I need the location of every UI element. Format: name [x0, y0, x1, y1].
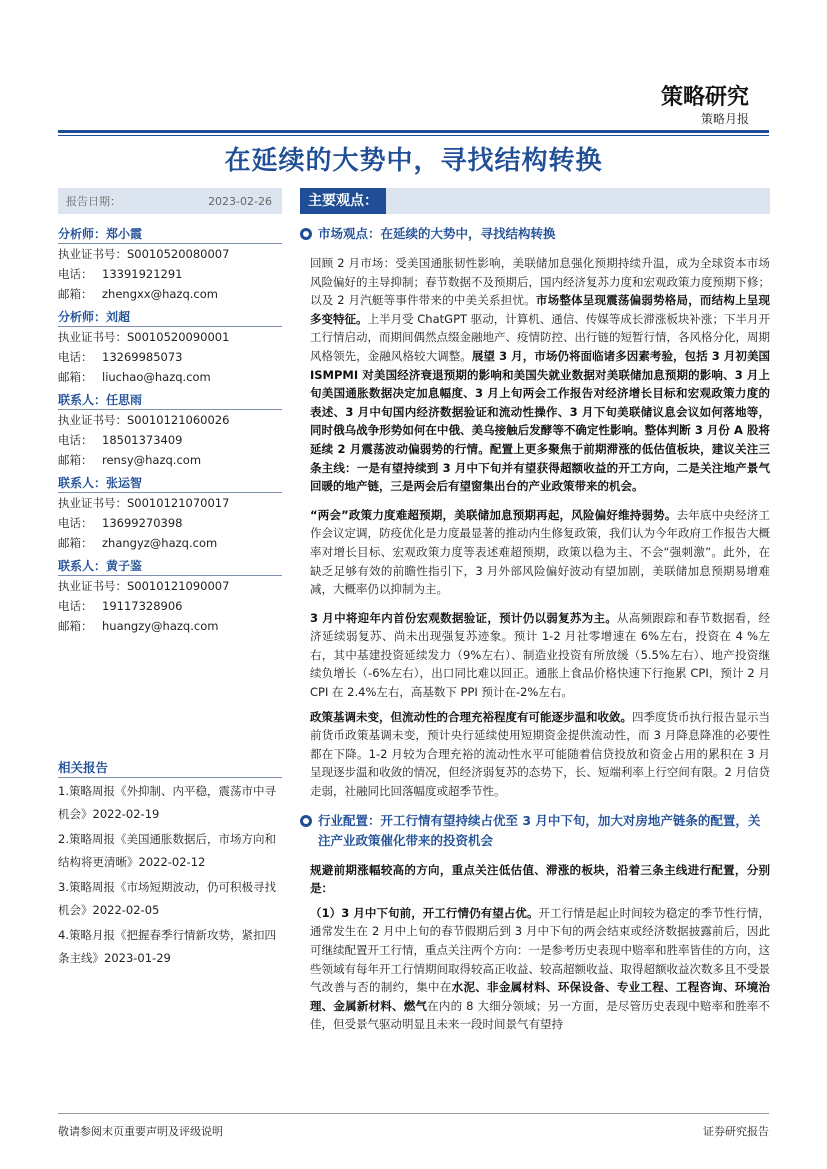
contact-phone-value: 13699270398	[102, 516, 183, 530]
contact-heading	[58, 224, 282, 244]
key-points-label: 主要观点：	[300, 188, 386, 214]
bullet-icon	[300, 228, 312, 240]
related-report-item[interactable]: 4.策略月报《把握春季行情新攻势，紧扣四条主线》2023-01-29	[58, 928, 276, 965]
page-title: 在延续的大势中，寻找结构转换	[224, 146, 603, 176]
contact-name: 郑小霞	[106, 227, 143, 241]
contact-email	[58, 284, 282, 304]
footer-disclaimer: 敬请参阅末页重要声明及评级说明	[58, 1125, 223, 1138]
section-heading-market: 市场观点：在延续的大势中，寻找结构转换	[300, 224, 770, 244]
contact-cert-label: 执业证书号：	[58, 579, 127, 593]
report-date-label: 报告日期：	[66, 195, 121, 208]
footer-rule	[58, 1113, 769, 1114]
contact-email-value[interactable]: rensy@hazq.com	[102, 453, 202, 467]
contact-cert-value: S0010121090007	[127, 579, 230, 593]
contact-email-value[interactable]: huangzy@hazq.com	[102, 619, 219, 633]
related-report-item[interactable]: 3.策略周报《市场短期波动，仍可积极寻找机会》2022-02-05	[58, 880, 276, 917]
header-rule-thin	[58, 135, 769, 136]
contact-cert	[58, 410, 282, 430]
contact-phone-label: 电话：	[58, 433, 93, 447]
contact-phone	[58, 596, 282, 616]
report-date-bar	[58, 188, 282, 214]
contact-cert	[58, 576, 282, 596]
contact-heading	[58, 473, 282, 493]
contact-role: 分析师：	[58, 310, 107, 324]
contact-email	[58, 367, 282, 387]
contact-cert	[58, 327, 282, 347]
contact-email-value[interactable]: zhangyz@hazq.com	[102, 536, 218, 550]
contact-cert-value: S0010520080007	[127, 247, 230, 261]
related-report-item[interactable]: 1.策略周报《外抑制、内平稳，震荡市中寻机会》2022-02-19	[58, 784, 276, 821]
paragraph-liquidity: 政策基调未变，但流动性的合理充裕程度有可能逐步温和收敛。四季度货币执行报告显示当前货币政策基调未变，预计央行延续使用短期资金提供流动性，而 3 月降息降准的必要性都在下降。1-2 月较为合理充裕的流动性水平可能随着信贷投放和资金占用的累积在 3 月呈现逐步温和收敛的情况，但经济弱复苏的态势下，长、短端利率上行空间有限。2 月信贷走弱，社融同比回落幅度或超季节性。	[310, 709, 770, 799]
contact-email-label: 邮箱：	[58, 536, 93, 550]
contact-email-value[interactable]: liuchao@hazq.com	[102, 370, 211, 384]
contact-heading	[58, 390, 282, 410]
contact-role: 分析师：	[58, 227, 107, 241]
paragraph-allocation: 规避前期涨幅较高的方向，重点关注低估值、滞涨的板块，沿着三条主线进行配置，分别是：	[310, 862, 770, 896]
contact-phone-value: 13391921291	[102, 267, 183, 281]
header-rule	[58, 130, 769, 133]
contact-role: 联系人：	[58, 476, 107, 490]
contact-phone	[58, 513, 282, 533]
contact-heading	[58, 556, 282, 576]
contact-cert-label: 执业证书号：	[58, 496, 127, 510]
report-type: 策略月报	[700, 112, 749, 126]
contact-cert-label: 执业证书号：	[58, 413, 127, 427]
sidebar	[58, 188, 282, 636]
report-date-value: 2023-02-26	[208, 194, 272, 208]
contact-email-label: 邮箱：	[58, 619, 93, 633]
contact-phone	[58, 347, 282, 367]
contact-cert-label: 执业证书号：	[58, 247, 127, 261]
contact-email-value[interactable]: zhengxx@hazq.com	[102, 287, 218, 301]
contact-cert-value: S0010121070017	[127, 496, 230, 510]
contact-email-label: 邮箱：	[58, 287, 93, 301]
contact-cert-label: 执业证书号：	[58, 330, 127, 344]
contact-role: 联系人：	[58, 393, 107, 407]
contact-name: 黄子鉴	[106, 559, 143, 573]
contact-phone-value: 18501373409	[102, 433, 183, 447]
contact-phone-value: 13269985073	[102, 350, 183, 364]
contact-email	[58, 450, 282, 470]
paragraph-macro-data: 3 月中将迎年内首份宏观数据验证，预计仍以弱复苏为主。从高频跟踪和春节数据看，经济延续弱复苏、尚未出现强复苏迹象。预计 1-2 月社零增速在 6%左右，投资在 4 %左右，其中基建投资延续发力（9%左右）、制造业投资有所放缓（5.5%左右）、地产投资继续负增长（-6%左右），出口同比难以回正。通胀上食品价格快速下行拖累 CPI，预计 2 月 CPI 在 2.4%左右，高基数下 PPI 预计在-2%左右。	[310, 610, 770, 700]
contact-phone	[58, 264, 282, 284]
contact-phone-label: 电话：	[58, 516, 93, 530]
section-title: 策略研究	[660, 84, 749, 110]
contact-email	[58, 533, 282, 553]
related-reports-heading: 相关报告	[58, 758, 282, 778]
contact-phone-label: 电话：	[58, 599, 93, 613]
main-content	[300, 188, 770, 1034]
contact-name: 刘超	[106, 310, 131, 324]
contact-phone-label: 电话：	[58, 267, 93, 281]
paragraph-review: 回顾 2 月市场：受美国通胀韧性影响，美联储加息强化预期持续升温，成为全球资本市场风险偏好的主导抑制；春节数据不及预期后，国内经济复苏力度和宏观政策力度预期下修；以及 2 月汽艇等事件带来的中美关系担忧。市场整体呈现震荡偏弱势格局，而结构上呈现多变特征。上半月受 ChatGPT 驱动，计算机、通信、传媒等成长滞涨板块补涨；下半月开工行情启动，而期间偶然点缀金融地产、疫情防控、出行链的短暂行情，各风格分化，周期风格领先，金融风格较大调整。展望 3 月，市场仍将面临诸多因素考验，包括 3 月初美国 ISMPMI 对美国经济衰退预期的影响和美国失就业数据对美联储加息预期的影响、3 月上旬美国通胀数据决定加息幅度、3 月上旬两会工作报告对经济增长目标和宏观政策力度的表述、3 月中旬国内经济数据验证和流动性操作、3 月下旬美联储议息会议如何落地等，同时俄乌战争形势如何在中俄、美乌接触后发酵等不确定性影响。整体判断 3 月份 A 股将延续 2 月震荡波动偏弱势的行情。配置上更多聚焦于前期滞涨的低估值板块，建议关注三条主线：一是有望持续到 3 月中下旬并有望获得超额收益的开工方向，二是关注地产景气回暖的地产链，三是两会后有望窗集出台的产业政策带来的机会。	[310, 256, 771, 494]
related-report-item[interactable]: 2.策略周报《美国通胀数据后，市场方向和结构将更清晰》2022-02-12	[58, 832, 276, 869]
paragraph-start-work: （1）3 月中下旬前，开工行情仍有望占优。开工行情是起止时间较为稳定的季节性行情，通常发生在 2 月中上旬的春节假期后到 3 月中下旬的两会结束或经济数据披露前后，因此可继续配置开工行情，重点关注两个方向：一是参考历史表现中赔率和胜率皆佳的方向，这些领域有每年开工行情期间取得较高正收益、较高超额收益、取得超额收益次数多且不受景气改善与否的制约，集中在水泥、非金属材料、环保设备、专业工程、工程咨询、环境治理、金属新材料、燃气在内的 8 大细分领域；另一方面，是尽管历史表现中赔率和胜率不佳，但受景气驱动明显且未来一段时间景气有望持	[310, 905, 771, 1032]
contact-role: 联系人：	[58, 559, 107, 573]
contact-cert	[58, 493, 282, 513]
contact-phone-value: 19117328906	[102, 599, 183, 613]
related-reports	[58, 758, 282, 970]
contact-list	[58, 224, 282, 636]
paragraph-two-sessions: “两会”政策力度难超预期，美联储加息预期再起，风险偏好维持弱势。去年底中央经济工作会议定调，防疫优化是力度最显著的推动内生修复政策，我们认为今年政府工作报告大概率对增长目标、宏观政策力度等表述难超预期，政策以稳为主、不会“强刺激”。此外，在缺乏足够有效的前瞻性指引下，3 月外部风险偏好波动有望加剧，美联储加息预期易增难减，大概率仍以抑制为主。	[310, 507, 770, 597]
bullet-icon	[300, 815, 312, 827]
contact-cert-value: S0010121060026	[127, 413, 230, 427]
contact-phone	[58, 430, 282, 450]
key-points-bar	[300, 188, 770, 214]
contact-email-label: 邮箱：	[58, 453, 93, 467]
contact-cert-value: S0010520090001	[127, 330, 230, 344]
footer-label: 证券研究报告	[703, 1125, 769, 1138]
contact-phone-label: 电话：	[58, 350, 93, 364]
contact-name: 张运智	[106, 476, 143, 490]
section-heading-industry: 行业配置：开工行情有望持续占优至 3 月中下旬，加大对房地产链条的配置，关注产业政策催化带来的投资机会	[300, 811, 770, 851]
contact-email	[58, 616, 282, 636]
contact-name: 任思雨	[106, 393, 143, 407]
contact-heading	[58, 307, 282, 327]
contact-email-label: 邮箱：	[58, 370, 93, 384]
contact-cert	[58, 244, 282, 264]
